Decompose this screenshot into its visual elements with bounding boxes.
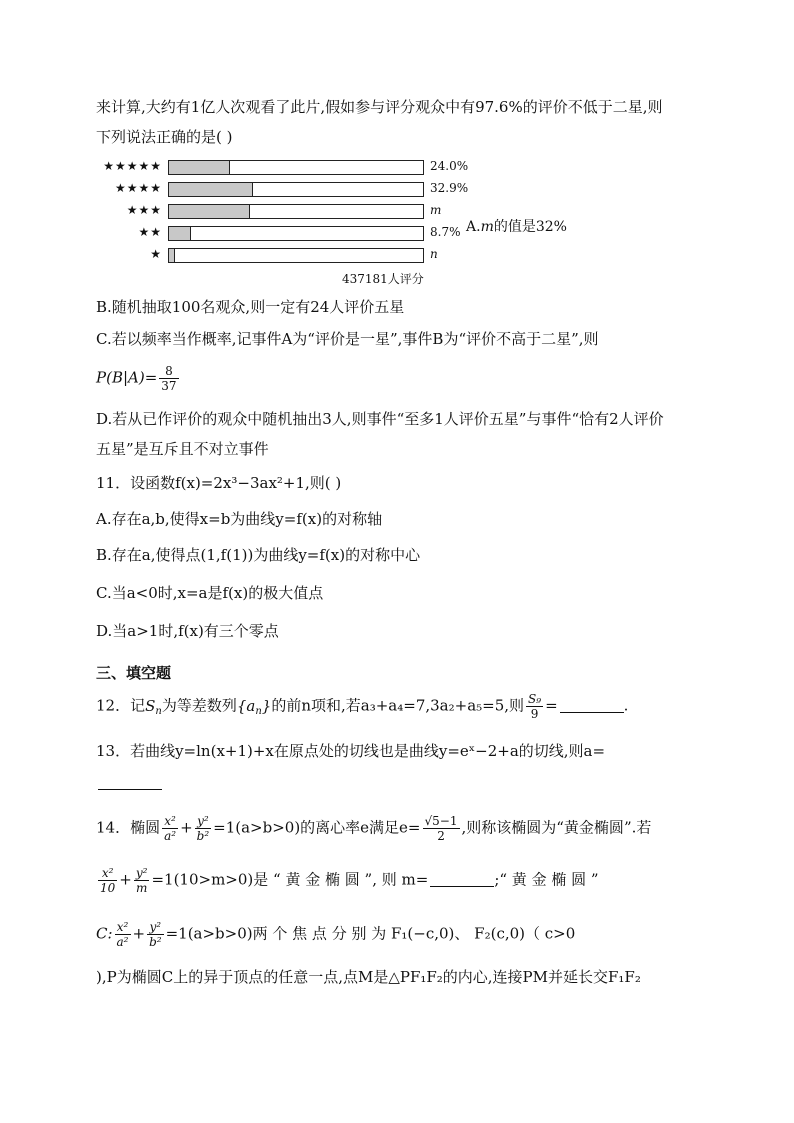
- section-title-fill-in: 三、填空题: [96, 664, 172, 682]
- fraction-numerator: x²: [98, 866, 117, 881]
- q14-prefix: 14．椭圆: [96, 818, 161, 837]
- q11-stem: 11．设函数f(x)=2x³−3ax²+1,则( ): [96, 474, 342, 492]
- bar-category-3-star: ★★★: [126, 203, 162, 217]
- rating-bar-chart: [96, 158, 636, 288]
- q13-line: 13．若曲线y=ln(x+1)+x在原点处的切线也是曲线y=eˣ−2+a的切线,则a=: [96, 742, 606, 760]
- q12-prefix: 12．记: [96, 696, 146, 715]
- fraction-y2-m: [134, 866, 150, 895]
- bar-value-label-2-star: 8.7%: [430, 225, 461, 239]
- q14-line2-tail: ;“ 黄 金 椭 圆 ”: [494, 870, 599, 889]
- bar-track-4-star: [168, 182, 424, 197]
- bar-category-5-star: ★★★★★: [103, 159, 162, 173]
- bar-category-2-star: ★★: [138, 225, 162, 239]
- bar-track-1-star: [168, 248, 424, 263]
- fraction-y2-b2-b: [147, 920, 164, 949]
- fraction-denominator: 9: [530, 707, 539, 721]
- q12-sn: $S_n$: [145, 696, 162, 717]
- q14-condition-rest: ,则称该椭圆为“黄金椭圆”.若: [461, 818, 652, 837]
- bar-track-3-star: [168, 204, 424, 219]
- q12-equals: =: [545, 696, 558, 715]
- bar-category-4-star: ★★★★: [114, 181, 162, 195]
- chart-caption: 437181人评分: [342, 272, 424, 286]
- q10-option-d-line2: 五星”是互斥且不对立事件: [96, 440, 269, 458]
- fraction-y2-b2: [195, 814, 212, 843]
- bar-3-star: [169, 205, 250, 218]
- q14-condition: =1(a>b>0)的离心率e满足e=: [213, 818, 421, 837]
- q12-mid: 为等差数列: [161, 696, 237, 715]
- fraction-numerator: y²: [135, 866, 148, 880]
- fraction-golden-ratio: [423, 814, 460, 843]
- fraction-s9-9: [526, 692, 543, 721]
- q14-line-4: ),P为椭圆C上的异于顶点的任意一点,点M是△PF₁F₂的内心,连接PM并延长交F₁F₂: [96, 968, 641, 986]
- q10-option-c-line1: C.若以频率当作概率,记事件A为“评价是一星”,事件B为“评价不高于二星”,则: [96, 330, 599, 348]
- bar-5-star: [169, 161, 230, 174]
- fraction-numerator: y²: [147, 920, 164, 935]
- q14-line3-text: =1(a>b>0)两 个 焦 点 分 别 为 F₁(−c,0)、 F₂(c,0)（ c>0: [165, 924, 576, 943]
- bar-4-star: [169, 183, 253, 196]
- q14-line-3: C: $\frac{\text{x²}}{\text{a²}}$ + $\frac{\text{y²}}{\text{b²}}$ =1(a>b>0)两 个 焦 点 分 别 为 F₁(−c,0)、 F₂(c,0)（ c>0: [96, 920, 576, 949]
- intro-line-2: 下列说法正确的是( ): [96, 128, 233, 146]
- fraction-denominator: 10: [100, 881, 116, 895]
- fraction-denominator: a²: [164, 829, 177, 843]
- q10-option-c-formula: [96, 364, 181, 393]
- q11-option-a: A.存在a,b,使得x=b为曲线y=f(x)的对称轴: [96, 510, 383, 528]
- answer-blank-q14-m[interactable]: [430, 872, 494, 887]
- q10-option-d-line1: D.若从已作评价的观众中随机抽出3人,则事件“至多1人评价五星”与事件“恰有2人评价: [96, 410, 664, 428]
- answer-blank-q13[interactable]: [98, 775, 162, 790]
- bar-category-1-star: ★: [150, 247, 162, 261]
- q14-ellipse-name: C:: [96, 924, 113, 943]
- fraction-denominator: 37: [161, 379, 177, 393]
- bar-1-star: [169, 249, 175, 262]
- fraction-numerator: S₉: [528, 692, 542, 706]
- fraction-denominator: m: [135, 881, 148, 895]
- q10-option-a: A.m的值是32%: [466, 219, 567, 235]
- q11-option-d: D.当a>1时,f(x)有三个零点: [96, 622, 279, 640]
- q12-rest: 的前n项和,若a₃+a₄=7,3a₂+a₅=5,则: [271, 696, 525, 715]
- fraction-numerator: y²: [195, 814, 212, 829]
- fraction-denominator: 2: [437, 829, 445, 843]
- intro-line-1: 来计算,大约有1亿人次观看了此片,假如参与评分观众中有97.6%的评价不低于二星,则: [96, 98, 663, 116]
- answer-blank-q12[interactable]: [560, 698, 624, 713]
- fraction-x2-10: [98, 866, 117, 895]
- fraction-numerator: x²: [115, 920, 131, 935]
- fraction-numerator: x²: [162, 814, 178, 829]
- q14-line2-text: =1(10>m>0)是 “ 黄 金 椭 圆 ”, 则 m=: [151, 870, 429, 889]
- q10-option-b: B.随机抽取100名观众,则一定有24人评价五星: [96, 298, 405, 316]
- fraction-x2-a2-b: [115, 920, 131, 949]
- q14-line-1: 14．椭圆 $\frac{\text{x²}}{\text{a²}}$ + $\frac{\text{y²}}{\text{b²}}$ =1(a>b>0)的离心率e满足e= $\frac{√5-1}{2}$ ,则称该椭圆为“黄金椭圆”.若: [96, 814, 652, 843]
- q12-line: 12．记$S_n$为等差数列$\{a_n\}$的前n项和,若a₃+a₄=7,3a₂+a₅=5,则 $\frac{\text{S₉}}{9}$ = .: [96, 692, 629, 721]
- q11-option-c: C.当a<0时,x=a是f(x)的极大值点: [96, 584, 324, 602]
- conditional-probability-label: P(B|A)=: [96, 368, 158, 387]
- bar-track-2-star: [168, 226, 424, 241]
- q13-answer-line: [96, 772, 162, 794]
- fraction-numerator: √5−1: [424, 814, 458, 828]
- bar-value-label-4-star: 32.9%: [430, 181, 469, 195]
- bar-track-5-star: [168, 160, 424, 175]
- fraction-denominator: b²: [196, 829, 210, 843]
- fraction-numerator: 8: [159, 364, 178, 379]
- fraction-x2-a2: [162, 814, 178, 843]
- bar-value-label-5-star: 24.0%: [430, 159, 469, 173]
- fraction-8-37: [159, 364, 178, 393]
- fraction-denominator: a²: [116, 935, 129, 949]
- q12-sequence: $\{a_n\}$: [236, 696, 272, 717]
- bar-value-label-1-star: n: [430, 247, 438, 261]
- q14-line-2: $\frac{\text{x²}}{10}$ + $\frac{\text{y²}}{m}$ =1(10>m>0)是 “ 黄 金 椭 圆 ”, 则 m= ;“ 黄 金 椭 圆 ”: [100, 866, 599, 895]
- bar-value-label-3-star: m: [430, 203, 442, 217]
- bar-2-star: [169, 227, 191, 240]
- q11-option-b: B.存在a,使得点(1,f(1))为曲线y=f(x)的对称中心: [96, 546, 421, 564]
- fraction-denominator: b²: [149, 935, 162, 949]
